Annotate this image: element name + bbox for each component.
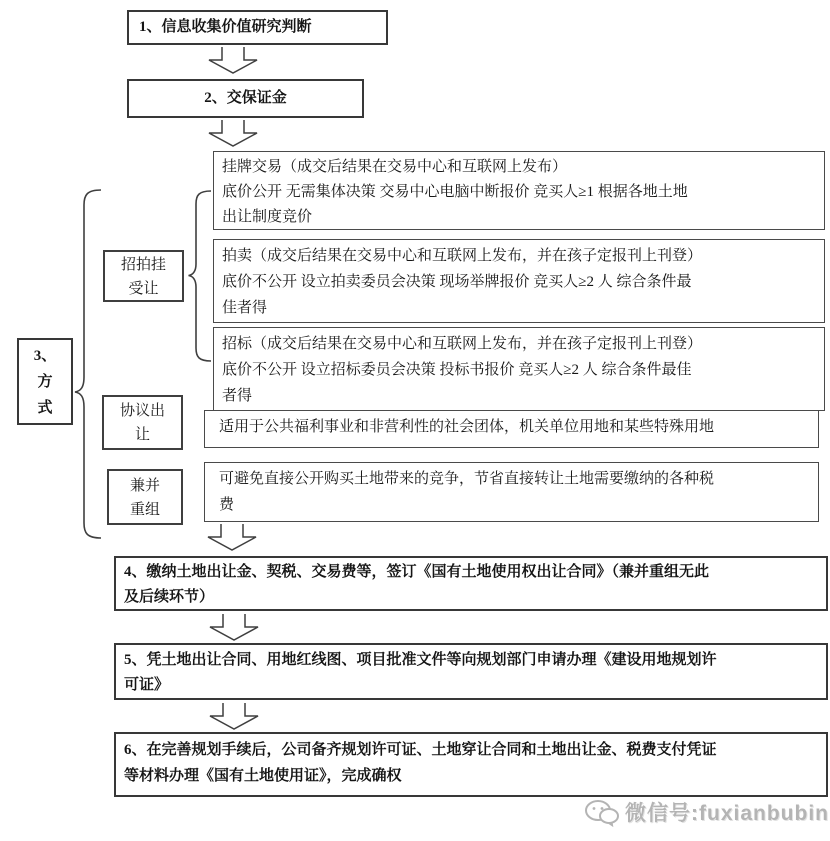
text-line: 可证》 <box>124 677 170 693</box>
step2-label: 2、交保证金 <box>204 90 287 106</box>
text-line: 式 <box>37 400 53 416</box>
detail-box-zhaobiao <box>213 327 825 411</box>
text-line: 可避免直接公开购买土地带来的竞争，节省直接转让土地需要缴纳的各种税 <box>219 471 715 487</box>
text-line: 6、在完善规划手续后，公司备齐规划许可证、土地穿让合同和土地出让金、税费支付凭证 <box>124 742 717 758</box>
text-line: 费 <box>219 497 235 513</box>
down-arrow-icon <box>208 47 258 74</box>
text-line: 佳者得 <box>222 300 268 316</box>
step3-box <box>17 338 73 425</box>
down-arrow-icon <box>209 614 259 641</box>
text-line: 挂牌交易（成交后结果在交易中心和互联网上发布） <box>222 159 568 175</box>
method-box-jianbing <box>107 469 183 525</box>
text-line: 招拍挂 <box>120 257 166 273</box>
detail-box-guapai <box>213 151 825 230</box>
text-line: 底价不公开 设立拍卖委员会决策 现场举牌报价 竞买人≥2 人 综合条件最 <box>222 274 692 290</box>
wechat-icon <box>584 796 620 828</box>
text-line: 4、缴纳土地出让金、契税、交易费等，签订《国有土地使用权出让合同》（兼并重组无此 <box>124 564 710 580</box>
text-line: 重组 <box>129 502 160 518</box>
brace-method-group-icon <box>74 189 102 539</box>
down-arrow-icon <box>208 120 258 147</box>
text-line: 让 <box>134 427 150 443</box>
down-arrow-icon <box>209 703 259 730</box>
watermark <box>584 795 829 829</box>
text-line: 协议出 <box>119 403 165 419</box>
method-box-zhaopaigua <box>103 250 184 302</box>
text-line: 出让制度竞价 <box>222 209 313 225</box>
step5-box <box>114 643 828 700</box>
step6-box <box>114 732 828 797</box>
detail-box-xieyi <box>204 410 819 448</box>
detail-box-paimai <box>213 239 825 323</box>
text-line: 招标（成交后结果在交易中心和互联网上发布，并在孩子定报刊上刊登） <box>222 336 703 352</box>
text-line: 适用于公共福利事业和非营利性的社会团体，机关单位用地和某些特殊用地 <box>219 419 715 435</box>
text-line: 等材料办理《国有土地使用证》，完成确权 <box>124 768 402 784</box>
text-line: 者得 <box>222 388 253 404</box>
step1-label: 1、信息收集价值研究判断 <box>139 19 312 35</box>
text-line: 3、 <box>33 348 57 364</box>
brace-detail-group-icon <box>188 190 212 362</box>
detail-box-jianbing <box>204 462 819 522</box>
text-line: 5、凭土地出让合同、用地红线图、项目批准文件等向规划部门申请办理《建设用地规划许 <box>124 652 717 668</box>
watermark-text: 微信号:fuxianbubin <box>625 802 829 825</box>
step4-box <box>114 556 828 611</box>
text-line: 受让 <box>128 281 159 297</box>
method-box-xieyi <box>102 395 183 450</box>
text-line: 兼并 <box>129 478 160 494</box>
step1-box <box>127 10 388 45</box>
text-line: 及后续环节） <box>124 589 215 605</box>
text-line: 方 <box>37 374 53 390</box>
down-arrow-icon <box>207 524 257 551</box>
step2-box <box>127 79 364 118</box>
text-line: 底价公开 无需集体决策 交易中心电脑中断报价 竞买人≥1 根据各地土地 <box>222 184 688 200</box>
text-line: 拍卖（成交后结果在交易中心和互联网上发布，并在孩子定报刊上刊登） <box>222 248 703 264</box>
text-line: 底价不公开 设立招标委员会决策 投标书报价 竞买人≥2 人 综合条件最佳 <box>222 362 692 378</box>
